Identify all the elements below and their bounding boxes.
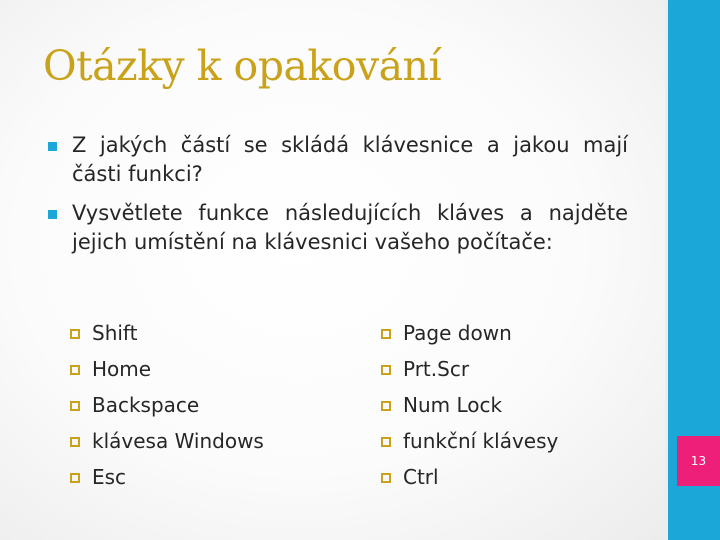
key-list-item	[381, 464, 558, 500]
key-list-item	[381, 392, 558, 428]
hollow-square-bullet-icon	[70, 329, 80, 339]
key-name: Page down	[403, 321, 512, 345]
question-item	[48, 199, 628, 257]
key-name: funkční klávesy	[403, 429, 559, 453]
hollow-square-bullet-icon	[70, 365, 80, 375]
key-list-left	[70, 320, 264, 500]
key-name: klávesa Windows	[92, 429, 264, 453]
question-list	[48, 131, 628, 267]
key-list-right	[381, 320, 558, 500]
key-list-item	[381, 356, 558, 392]
hollow-square-bullet-icon	[381, 437, 391, 447]
slide-title: Otázky k opakování	[43, 42, 442, 90]
key-list-item	[70, 428, 264, 464]
question-text: Vysvětlete funkce následujících kláves a najděte jejich umístění na klávesnici vašeho počítače:	[72, 201, 628, 254]
square-bullet-icon	[48, 210, 57, 219]
key-list-item	[381, 428, 558, 464]
hollow-square-bullet-icon	[70, 473, 80, 483]
key-list-item	[381, 320, 558, 356]
side-divider	[665, 0, 668, 540]
key-name: Esc	[92, 465, 127, 489]
key-name: Prt.Scr	[403, 357, 470, 381]
hollow-square-bullet-icon	[381, 365, 391, 375]
key-name: Shift	[92, 321, 138, 345]
question-text: Z jakých částí se skládá klávesnice a jakou mají části funkci?	[72, 133, 628, 186]
hollow-square-bullet-icon	[381, 329, 391, 339]
key-name: Backspace	[92, 393, 200, 417]
key-list-item	[70, 392, 264, 428]
key-name: Num Lock	[403, 393, 503, 417]
question-item	[48, 131, 628, 189]
hollow-square-bullet-icon	[381, 401, 391, 411]
hollow-square-bullet-icon	[70, 401, 80, 411]
square-bullet-icon	[48, 142, 57, 151]
key-name: Home	[92, 357, 152, 381]
slide-number-badge: 13	[677, 436, 720, 486]
hollow-square-bullet-icon	[70, 437, 80, 447]
key-list-item	[70, 356, 264, 392]
key-name: Ctrl	[403, 465, 439, 489]
hollow-square-bullet-icon	[381, 473, 391, 483]
key-list-item	[70, 464, 264, 500]
key-list-item	[70, 320, 264, 356]
